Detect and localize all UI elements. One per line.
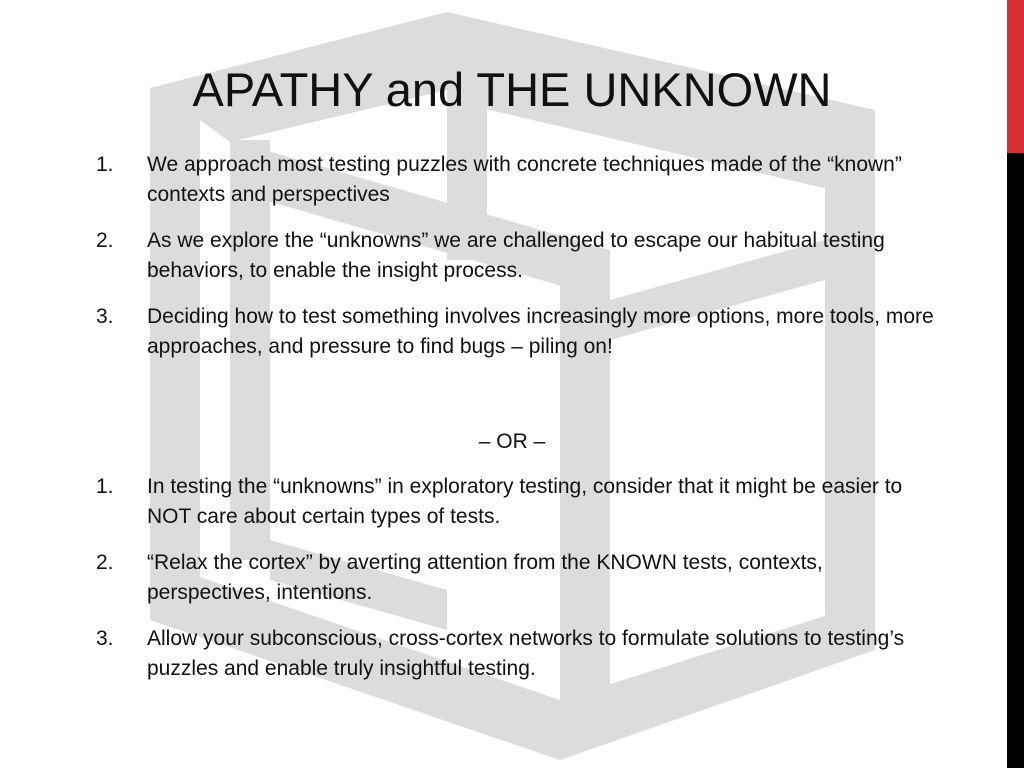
- list-item: [96, 150, 946, 210]
- list-number: 2.: [96, 551, 114, 574]
- accent-bar-black: [1007, 153, 1024, 768]
- list-number: 1.: [96, 153, 114, 176]
- list-item: [96, 226, 946, 286]
- list-number: 3.: [96, 305, 114, 328]
- list-text: Deciding how to test something involves increasingly more options, more tools, more approaches, and pressure to find bugs – piling on!: [147, 305, 934, 358]
- list-item: [96, 548, 946, 608]
- list-number: 1.: [96, 475, 114, 498]
- list-text: Allow your subconscious, cross-cortex networks to formulate solutions to testing’s puzzles and enable truly insightful testing.: [147, 627, 905, 680]
- list-text: In testing the “unknowns” in exploratory testing, consider that it might be easier to NOT care about certain types of tests.: [147, 475, 903, 528]
- list-number: 2.: [96, 229, 114, 252]
- numbered-list-known: [96, 150, 946, 378]
- list-text: “Relax the cortex” by averting attention from the KNOWN tests, contexts, perspectives, intentions.: [147, 551, 823, 604]
- or-separator: – OR –: [478, 430, 546, 453]
- list-text: We approach most testing puzzles with concrete techniques made of the “known” contexts and perspectives: [147, 153, 902, 206]
- list-number: 3.: [96, 627, 114, 650]
- numbered-list-unknown: [96, 472, 946, 700]
- list-item: [96, 302, 946, 362]
- list-item: [96, 472, 946, 532]
- list-item: [96, 624, 946, 684]
- slide-title: APATHY and THE UNKNOWN: [192, 63, 832, 116]
- list-text: As we explore the “unknowns” we are challenged to escape our habitual testing behaviors, to enable the insight process.: [147, 229, 885, 282]
